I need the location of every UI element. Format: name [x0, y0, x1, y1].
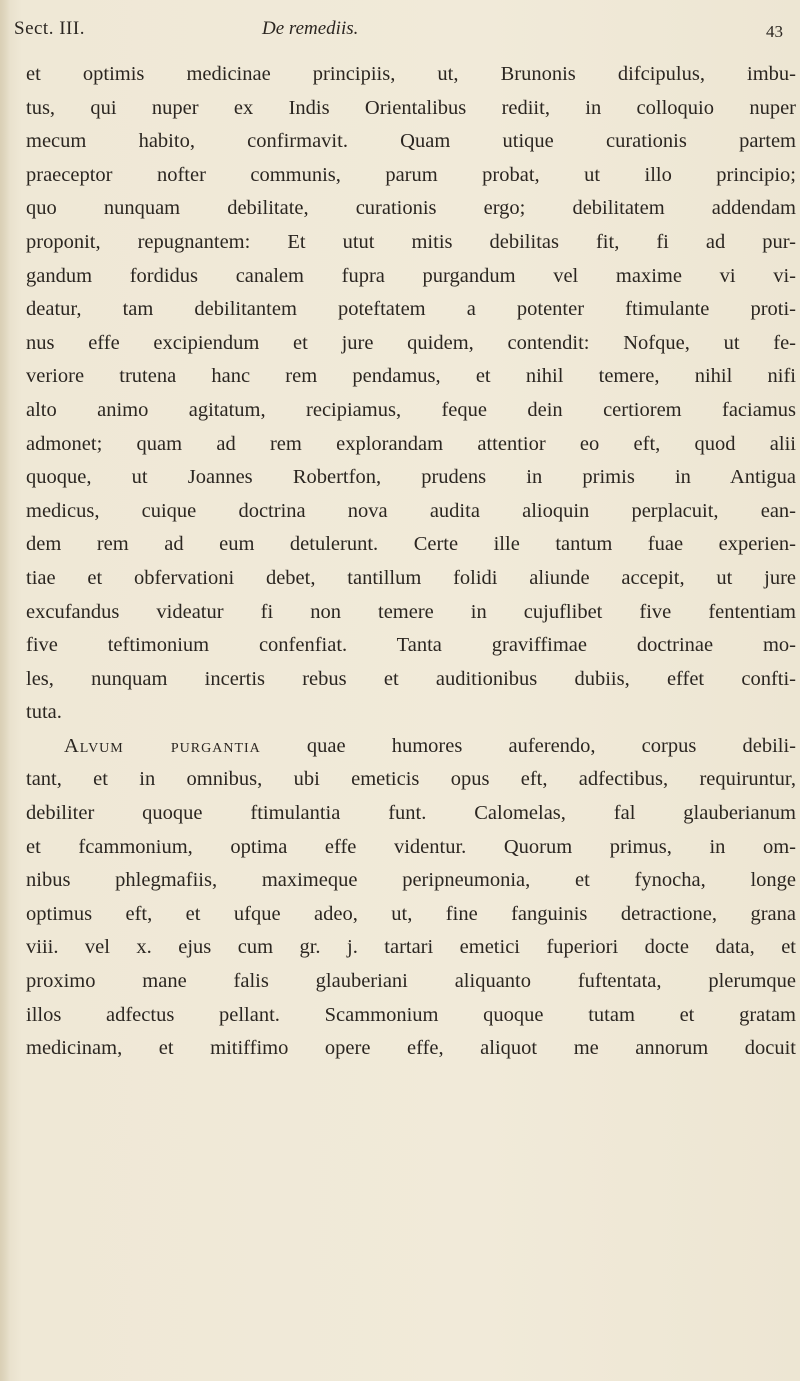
paragraph-2 — [26, 730, 796, 1066]
text-line: deatur, tam debilitantem poteftatem a potenter ftimulante proti- — [26, 298, 796, 321]
running-header — [0, 14, 800, 44]
page-number: 43 — [766, 22, 783, 41]
text-line: tuta. — [26, 701, 62, 724]
text-line: nus effe excipiendum et jure quidem, contendit: Nofque, ut fe- — [26, 331, 796, 354]
text-line: illos adfectus pellant. Scammonium quoque tutam et gratam — [26, 1003, 796, 1026]
text-line: debiliter quoque ftimulantia funt. Calomelas, fal glauberianum — [26, 802, 796, 825]
text-line: viii. vel x. ejus cum gr. j. tartari emetici fuperiori docte data, et — [26, 936, 796, 959]
text-line: tus, qui nuper ex Indis Orientalibus rediit, in colloquio nuper — [26, 96, 796, 119]
text-line: medicus, cuique doctrina nova audita alioquin perplacuit, ean- — [26, 499, 796, 522]
running-title: De remediis. — [262, 18, 359, 39]
text-line: et optimis medicinae principiis, ut, Brunonis difcipulus, imbu- — [26, 63, 796, 85]
text-line: nibus phlegmafiis, maximeque peripneumonia, et fynocha, longe — [26, 869, 796, 892]
text-line-lead — [26, 730, 796, 764]
section-label: Sect. III. — [14, 18, 85, 39]
text-line: admonet; quam ad rem explorandam attentior eo eft, quod alii — [26, 432, 796, 455]
text-line: proximo mane falis glauberiani aliquanto fuftentata, plerumque — [26, 970, 796, 993]
text-line: veriore trutena hanc rem pendamus, et nihil temere, nihil nifi — [26, 365, 796, 388]
text-line: les, nunquam incertis rebus et auditionibus dubiis, effet confti- — [26, 667, 796, 690]
text-line: quo nunquam debilitate, curationis ergo; debilitatem addendam — [26, 197, 796, 220]
text-line: tant, et in omnibus, ubi emeticis opus eft, adfectibus, requiruntur, — [26, 768, 796, 791]
text-line: praeceptor nofter communis, parum probat, ut illo principio; — [26, 163, 796, 186]
text-line: tiae et obfervationi debet, tantillum folidi aliunde accepit, ut jure — [26, 566, 796, 589]
text-line: five teftimonium confenfiat. Tanta graviffimae doctrinae mo- — [26, 634, 796, 657]
page-gutter-shadow — [0, 0, 10, 1381]
lead-line-rest: quae humores auferendo, corpus debili- — [260, 734, 796, 757]
text-line: excufandus videatur fi non temere in cujuflibet five fententiam — [26, 600, 796, 623]
text-line: gandum fordidus canalem fupra purgandum vel maxime vi vi- — [26, 264, 796, 287]
text-line: mecum habito, confirmavit. Quam utique curationis partem — [26, 130, 796, 153]
lead-word: Alvum purgantia — [64, 734, 261, 757]
text-line: optimus eft, et ufque adeo, ut, fine fanguinis detractione, grana — [26, 902, 796, 925]
text-line: et fcammonium, optima effe videntur. Quorum primus, in om- — [26, 835, 796, 858]
text-line: alto animo agitatum, recipiamus, feque dein certiorem faciamus — [26, 398, 796, 421]
text-line: quoque, ut Joannes Robertfon, prudens in primis in Antigua — [26, 466, 796, 489]
text-line: dem rem ad eum detulerunt. Certe ille tantum fuae experien- — [26, 533, 796, 556]
text-line: medicinam, et mitiffimo opere effe, aliquot me annorum docuit — [26, 1037, 796, 1060]
paragraph-1 — [26, 58, 796, 730]
body-text — [26, 58, 796, 1066]
text-line: proponit, repugnantem: Et utut mitis debilitas fit, fi ad pur- — [26, 230, 796, 253]
